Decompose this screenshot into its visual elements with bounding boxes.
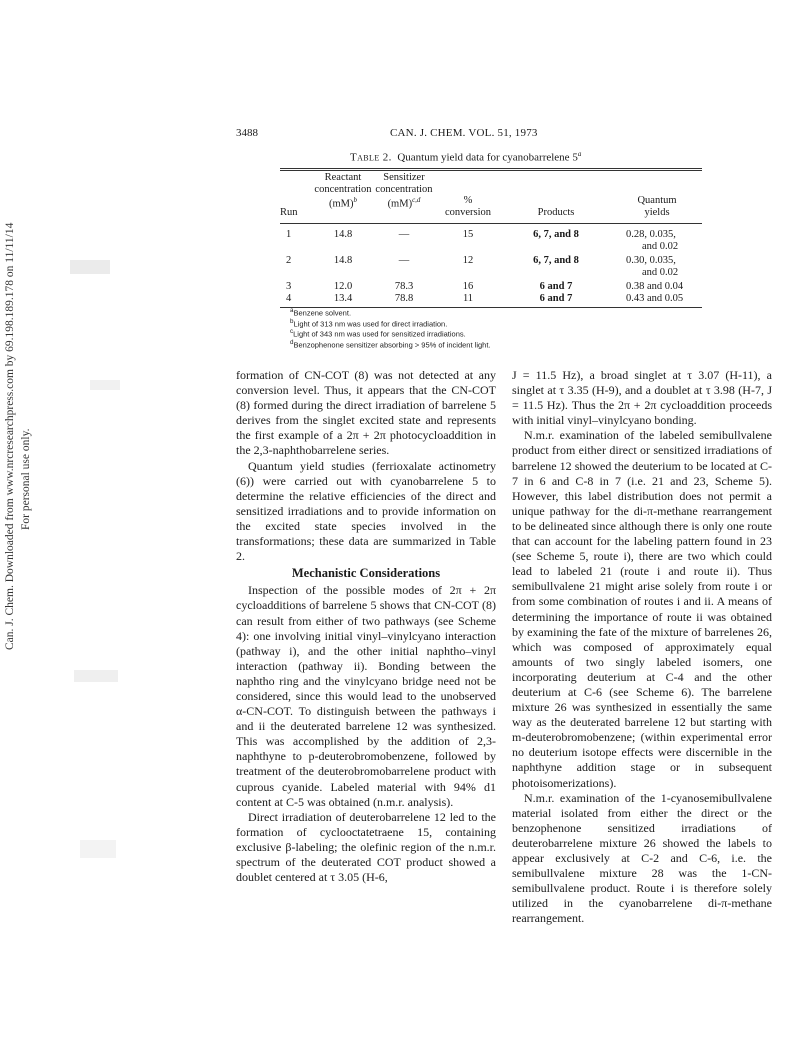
footnote-d: $^d$Benzophenone sensitizer absorbing > 95% of incident light.: [290, 339, 491, 350]
footnote-b: $^b$Light of 313 nm was used for direct irradiation.: [290, 317, 448, 329]
table-row: 4 13.4 78.8 11 6 and 7 0.43 and 0.05: [286, 292, 684, 304]
table-caption-label: Table 2.: [350, 151, 392, 164]
paragraph: Inspection of the possible modes of 2π + 2π cycloadditions of barrelene 5 shows that CN-COT (8) can result from either of two pathways (see Scheme 4): one involving initial vinyl–vinylcyano interaction (pathway i), and the other initial naphtho–vinyl interaction (pathway ii). Bonding between the naphtho ring and the vinylcyano bridge need not be considered, since this would lead to the unobserved α-CN-COT. To distinguish between the pathways i and ii the deuterated barrelene 12 was synthesized. This was accomplished by the addition of 2,3-naphthyne to p-deuterobromobenzene, followed by treatment of the deuterobromobarrelene product with cuprous cyanide. Labeled material with 94% d1 content at C-5 was obtained (n.m.r. analysis).: [236, 583, 496, 809]
col-header-products: Products: [537, 206, 575, 218]
download-stamp: [2, 222, 42, 650]
footnote-a: $^a$Benzene solvent.: [290, 307, 352, 318]
section-heading: Mechanistic Considerations: [291, 566, 441, 581]
download-stamp-line1: Can. J. Chem. Downloaded from www.nrcresearchpress.com by 69.198.189.178 on 11/11/14: [4, 222, 16, 650]
paragraph: formation of CN-COT (8) was not detected at any conversion level. Thus, it appears that the CN-COT (8) formed during the direct irradiation of barrelene 5 derives from the singlet excited state and represents the first example of a 2π + 2π photocycloaddition in the 2,3-naphthobarrelene series.: [236, 368, 496, 458]
footnote-c: $^c$Light of 343 nm was used for sensitized irradiations.: [290, 328, 466, 339]
paragraph: Quantum yield studies (ferrioxalate actinometry (6)) were carried out with cyanobarrelene 5 to determine the relative efficiencies of the direct and sensitized irradiations and to provide information on the excited state species involved in the transformations; these data are summarized in Table 2.: [236, 458, 496, 564]
paragraph: Direct irradiation of deuterobarrelene 12 led to the formation of cyclooctatetraene 15, containing exclusive β-labeling; the olefinic region of the n.m.r. spectrum of the deuterated COT product showed a doublet centered at τ 3.05 (H-6,: [236, 809, 496, 885]
right-column: [512, 368, 772, 926]
journal-header: CAN. J. CHEM. VOL. 51, 1973: [390, 127, 538, 139]
scan-noise: [60, 200, 140, 1000]
col-header-yields: Quantum yields: [637, 195, 677, 218]
quantum-yield-table: [280, 172, 702, 308]
left-column: [236, 368, 496, 885]
table-row: 1 14.8 — 15 6, 7, and 8 0.28, 0.035, and 0.02: [286, 229, 679, 252]
page-number: 3488: [236, 127, 258, 139]
paragraph: J = 11.5 Hz), a broad singlet at τ 3.07 (H-11), a singlet at τ 3.35 (H-9), and a doublet at τ 3.98 (H-7, J = 11.5 Hz). Thus the 2π + 2π cycloaddition proceeds with initial vinyl–vinylcyano bonding.: [512, 368, 772, 428]
col-header-reactant: Reactant concentration (mM)$^b$: [314, 172, 372, 210]
table-top-rule-2: [280, 170, 702, 171]
download-stamp-line2: For personal use only.: [20, 428, 32, 530]
col-header-conversion: % conversion: [444, 195, 492, 218]
table-caption: [350, 150, 581, 164]
paragraph: N.m.r. examination of the 1-cyanosemibullvalene material isolated from either the direct or the benzophenone sensitized irradiations of deuterobarrelene mixture 26 showed the labels to appear exclusively at C-2 and C-6, i.e. the semibullvalene mixture 28 was the 1-CN-semibullvalene product. Route i is therefore solely utilized in the cyanobarrelene di-π-methane rearrangement.: [512, 790, 772, 926]
col-header-sensitizer: Sensitizer concentration (mM)$^{c,d}$: [375, 172, 433, 210]
table-footnotes: [290, 307, 491, 350]
table-header-row: [280, 172, 702, 218]
paragraph: N.m.r. examination of the labeled semibullvalene product from either direct or sensitized irradiations of barrelene 12 showed the deuterium to be located at C-7 in 6 and C-8 in 7 (i.e. 21 and 23, Scheme 5). However, this label distribution does not permit a unique pathway for the di-π-methane rearrangement to be delineated since although there is only one route that can account for the labeling pattern found in 23 (see Scheme 5, route i), there are two which could lead to labeled 21 (route i and route ii). Thus semibullvalene 21 might arise solely from route i or from some combination of routes i and ii. A means of determining the importance of route ii was obtained by examining the fate of the mixture of barrelenes 26, which was composed of approximately equal amounts of two singly labeled isomers, one incorporating deuterium at C-4 and the other deuterium at C-6 (see Scheme 6). The barrelene mixture 26 was synthesized in essentially the same way as the deuterated barrelene 12 but starting with m-deuterobromobenzene; (within experimental error no deuterium isotope effects were discernible in the naphthyne addition stage or in subsequent photoisomerizations).: [512, 428, 772, 790]
table-caption-text: Quantum yield data for cyanobarrelene 5: [397, 151, 578, 164]
col-header-run: Run: [280, 206, 298, 218]
table-row: 3 12.0 78.3 16 6 and 7 0.38 and 0.04: [286, 281, 684, 292]
table-row: 2 14.8 — 12 6, 7, and 8 0.30, 0.035, and 0.02: [286, 255, 679, 278]
table-caption-sup: a: [577, 150, 582, 158]
table-top-rule: [280, 168, 702, 169]
